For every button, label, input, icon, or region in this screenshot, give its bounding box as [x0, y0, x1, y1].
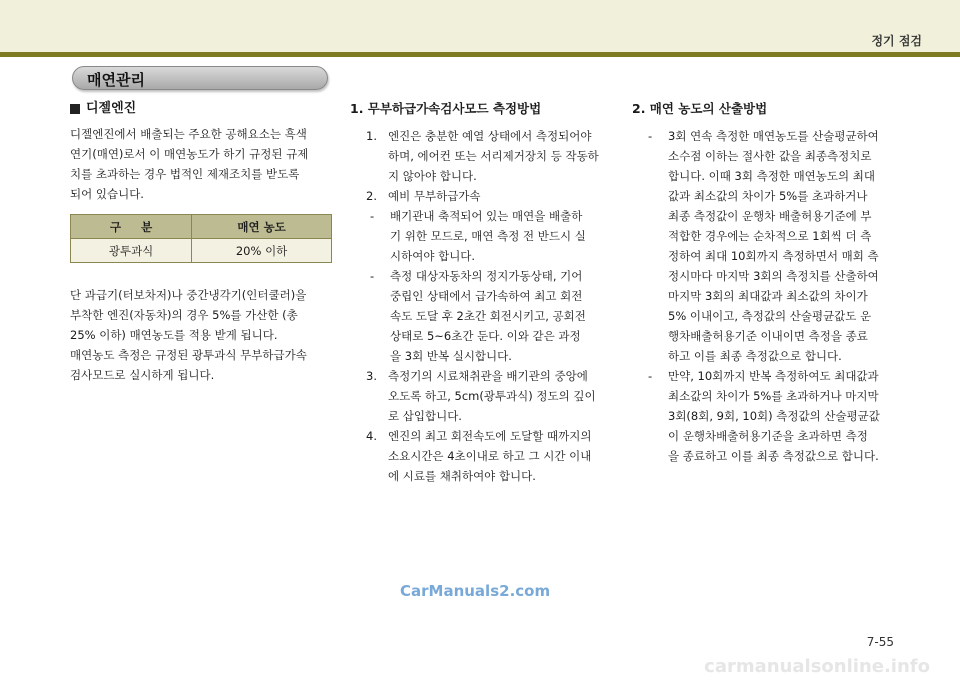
sub-list-item [350, 266, 618, 366]
item-line: 을 종료하고 이를 최종 측정값으로 합니다. [668, 449, 879, 463]
item-line: 5% 이내이고, 측정값의 산술평균값도 운 [668, 309, 872, 323]
item-line: 측정 대상자동차의 정지가동상태, 기어 [390, 269, 583, 283]
intro-line: 되어 있습니다. [70, 187, 144, 201]
item-line: 3회(8회, 9회, 10회) 측정값의 산술평균값 [668, 409, 880, 423]
table-header-row [71, 215, 332, 239]
item-line: 로 삽입합니다. [388, 409, 462, 423]
list-item [632, 126, 894, 366]
item-line: 최소값의 차이가 5%를 초과하거나 마지막 [668, 389, 879, 403]
dash-bullet: - [648, 369, 653, 383]
left-column [70, 100, 332, 385]
item-line: 정시마다 마지막 3회의 측정치를 산출하여 [668, 269, 879, 283]
table-cell-method: 광투과식 [71, 239, 192, 263]
item-line: 기 위한 모드로, 매연 측정 전 반드시 실 [390, 229, 586, 243]
intro-line: 디젤엔진에서 배출되는 주요한 공해요소는 흑색 [70, 127, 307, 141]
calculation-method-heading: 2. 매연 농도의 산출방법 [632, 101, 768, 116]
item-line: 지 않아야 합니다. [388, 169, 477, 183]
table-header-density: 매연 농도 [192, 215, 332, 239]
dash-bullet: - [648, 129, 653, 143]
item-line: 적합한 경우에는 순차적으로 1회씩 더 측 [668, 229, 872, 243]
diesel-subhead-label: 디젤엔진 [86, 101, 137, 116]
intro-paragraph [70, 124, 332, 204]
item-line: 에 시료를 채취하여야 합니다. [388, 469, 536, 483]
table-header-category: 구 분 [71, 215, 192, 239]
carmanuals-watermark[interactable]: CarManuals2.com [400, 582, 551, 600]
dash-bullet: - [370, 209, 375, 223]
item-line: 배기관내 축적되어 있는 매연을 배출하 [390, 209, 583, 223]
item-line: 만약, 10회까지 반복 측정하여도 최대값과 [668, 369, 879, 383]
list-item [632, 366, 894, 466]
notes-paragraph [70, 285, 332, 385]
square-bullet-icon [70, 104, 80, 114]
item-line: 중립인 상태에서 급가속하여 최고 회전 [390, 289, 583, 303]
item-line: 소요시간은 4초이내로 하고 그 시간 이내 [388, 449, 592, 463]
note-line: 부착한 엔진(자동차)의 경우 5%를 가산한 (총 [70, 308, 298, 322]
list-item [350, 366, 618, 426]
sub-list-item [350, 206, 618, 266]
item-line: 값과 최소값의 차이가 5%를 초과하거나 [668, 189, 868, 203]
middle-column [350, 100, 618, 486]
right-column [632, 100, 894, 466]
item-line: 예비 무부하급가속 [388, 189, 481, 203]
measurement-method-heading: 1. 무부하급가속검사모드 측정방법 [350, 101, 542, 116]
item-line: 3회 연속 측정한 매연농도를 산술평균하여 [668, 129, 879, 143]
header-rule [0, 52, 960, 57]
site-watermark: carmanualsonline.info [704, 656, 930, 677]
item-line: 오도록 하고, 5cm(광투과식) 정도의 깊이 [388, 389, 596, 403]
item-line: 마지막 3회의 최대값과 최소값의 차이가 [668, 289, 868, 303]
table-row [71, 239, 332, 263]
item-line: 하고 이를 최종 측정값으로 합니다. [668, 349, 842, 363]
note-line: 매연농도 측정은 규정된 광투과식 무부하급가속 [70, 348, 307, 362]
item-line: 속도 도달 후 2초간 회전시키고, 공회전 [390, 309, 586, 323]
list-item [350, 186, 618, 206]
item-line: 합니다. 이때 3회 측정한 매연농도의 최대 [668, 169, 875, 183]
list-item [350, 426, 618, 486]
intro-line: 치를 초과하는 경우 법적인 제재조치를 받도록 [70, 167, 300, 181]
table-cell-limit: 20% 이하 [192, 239, 332, 263]
item-line: 을 3회 반복 실시합니다. [390, 349, 512, 363]
item-line: 행차배출허용기준 이내이면 측정을 종료 [668, 329, 868, 343]
note-line: 검사모드로 실시하게 됩니다. [70, 368, 215, 382]
item-number: 1. [366, 129, 377, 143]
intro-line: 연기(매연)로서 이 매연농도가 하기 규정된 규제 [70, 147, 309, 161]
page-number: 7-55 [866, 635, 894, 649]
item-line: 엔진은 충분한 예열 상태에서 측정되어야 [388, 129, 592, 143]
section-title-pill [72, 66, 328, 90]
dash-bullet: - [370, 269, 375, 283]
item-line: 최종 측정값이 운행차 배출허용기준에 부 [668, 209, 872, 223]
section-title: 매연관리 [87, 71, 145, 89]
item-line: 엔진의 최고 회전속도에 도달할 때까지의 [388, 429, 592, 443]
note-line: 25% 이하) 매연농도를 적용 받게 됩니다. [70, 328, 278, 342]
chapter-title: 정기 점검 [871, 34, 922, 48]
item-number: 4. [366, 429, 377, 443]
item-number: 3. [366, 369, 377, 383]
note-line: 단 과급기(터보차저)나 중간냉각기(인터쿨러)을 [70, 288, 307, 302]
smoke-density-table [70, 214, 332, 263]
item-line: 정하여 최대 10회까지 측정하면서 매회 측 [668, 249, 879, 263]
item-line: 시하여야 합니다. [390, 249, 476, 263]
item-line: 측정기의 시료채취관을 배기관의 중앙에 [388, 369, 588, 383]
diesel-subhead [70, 100, 332, 118]
item-line: 상태로 5~6초간 둔다. 이와 같은 과정 [390, 329, 581, 343]
header-band [0, 0, 960, 52]
item-number: 2. [366, 189, 377, 203]
item-line: 이 운행차배출허용기준을 초과하면 측정 [668, 429, 868, 443]
list-item [350, 126, 618, 186]
item-line: 소수점 이하는 절사한 값을 최종측정치로 [668, 149, 872, 163]
item-line: 하며, 에어컨 또는 서리제거장치 등 작동하 [388, 149, 599, 163]
